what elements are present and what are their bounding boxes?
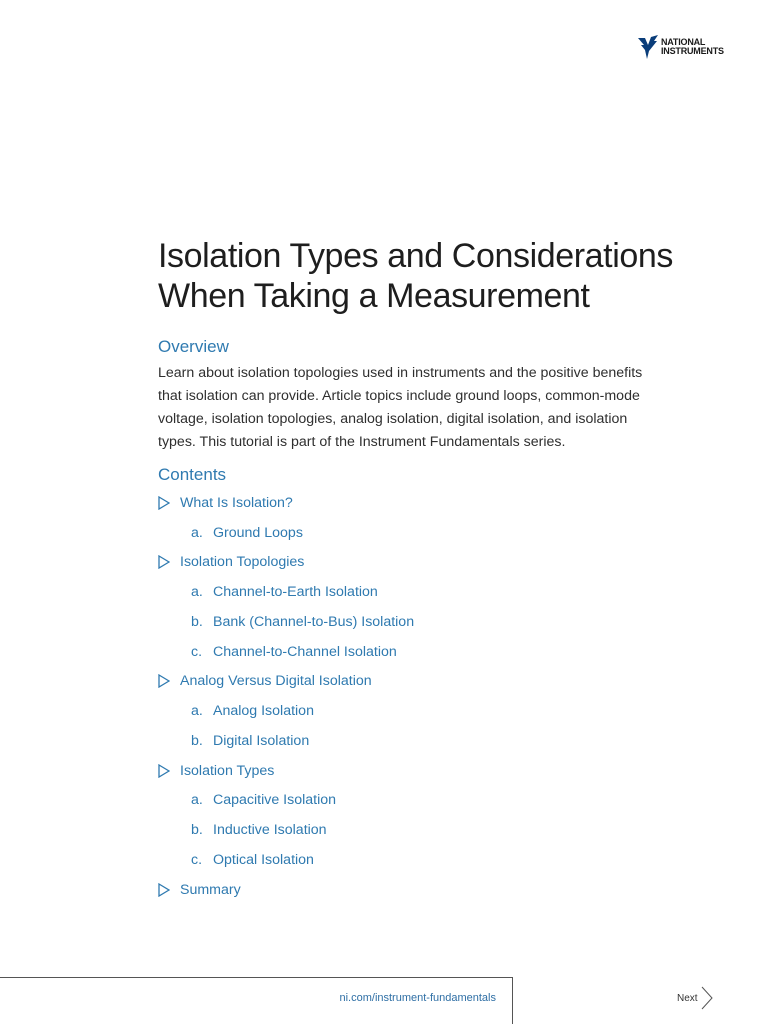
national-instruments-logo	[638, 32, 738, 62]
toc-item-label: Isolation Topologies	[180, 554, 305, 570]
toc-subitem-letter: a.	[191, 584, 203, 600]
title-line-2: When Taking a Measurement	[158, 277, 590, 315]
toc-subitem-inductive-isolation[interactable]	[191, 817, 327, 843]
overview-line: voltage, isolation topologies, analog isolation, digital isolation, and isolation	[158, 411, 628, 427]
toc-subitem-letter: b.	[191, 733, 203, 749]
toc-subitem-capacitive-isolation[interactable]	[191, 787, 336, 813]
toc-subitem-bank-isolation[interactable]	[191, 609, 414, 635]
overview-line: that isolation can provide. Article topics include ground loops, common-mode	[158, 388, 640, 404]
toc-item-summary[interactable]	[158, 877, 241, 903]
toc-item-label: What Is Isolation?	[180, 495, 293, 511]
toc-subitem-letter: c.	[191, 644, 203, 660]
triangle-right-icon	[158, 764, 170, 778]
triangle-right-icon	[158, 883, 170, 897]
toc-subitem-label: Analog Isolation	[213, 703, 314, 719]
chevron-right-icon	[701, 986, 713, 1010]
toc-item-label: Isolation Types	[180, 763, 275, 779]
overview-line: types. This tutorial is part of the Instrument Fundamentals series.	[158, 434, 566, 450]
toc-item-isolation-topologies[interactable]	[158, 549, 304, 575]
toc-subitem-optical-isolation[interactable]	[191, 847, 314, 873]
logo-line-1: NATIONAL	[661, 37, 706, 47]
toc-subitem-label: Channel-to-Earth Isolation	[213, 584, 378, 600]
toc-item-label: Analog Versus Digital Isolation	[180, 673, 372, 689]
toc-subitem-letter: a.	[191, 703, 203, 719]
triangle-right-icon	[158, 496, 170, 510]
overview-paragraph	[158, 362, 698, 454]
toc-subitem-analog-isolation[interactable]	[191, 698, 314, 724]
ni-eagle-icon	[638, 35, 658, 59]
toc-subitem-letter: a.	[191, 792, 203, 808]
logo-line-2: INSTRUMENTS	[661, 46, 724, 56]
toc-subitem-letter: c.	[191, 852, 203, 868]
toc-item-what-is-isolation[interactable]	[158, 490, 293, 516]
triangle-right-icon	[158, 555, 170, 569]
toc-subitem-channel-to-channel[interactable]	[191, 639, 397, 665]
logo-wordmark	[661, 38, 724, 56]
triangle-right-icon	[158, 674, 170, 688]
title-line-1: Isolation Types and Considerations	[158, 237, 673, 275]
overview-heading: Overview	[158, 337, 229, 356]
toc-subitem-letter: b.	[191, 614, 203, 630]
toc-item-label: Summary	[180, 882, 241, 898]
toc-subitem-label: Inductive Isolation	[213, 822, 327, 838]
toc-subitem-channel-to-earth[interactable]	[191, 579, 378, 605]
toc-item-analog-vs-digital[interactable]	[158, 668, 372, 694]
toc-subitem-label: Channel-to-Channel Isolation	[213, 644, 397, 660]
toc-subitem-letter: b.	[191, 822, 203, 838]
toc-subitem-label: Ground Loops	[213, 525, 303, 541]
toc-item-isolation-types[interactable]	[158, 758, 274, 784]
next-label: Next	[677, 992, 698, 1004]
toc-subitem-label: Capacitive Isolation	[213, 792, 337, 808]
toc-subitem-digital-isolation[interactable]	[191, 728, 309, 754]
toc-subitem-ground-loops[interactable]	[191, 520, 303, 546]
contents-heading: Contents	[158, 465, 227, 484]
toc-subitem-label: Optical Isolation	[213, 852, 314, 868]
page-title	[158, 236, 718, 316]
toc-subitem-letter: a.	[191, 525, 203, 541]
footer-divider	[0, 977, 513, 978]
footer-divider-vertical	[512, 977, 513, 1024]
toc-subitem-label: Digital Isolation	[213, 733, 310, 749]
footer-url-link[interactable]: ni.com/instrument-fundamentals	[339, 992, 496, 1004]
next-page-button[interactable]	[677, 986, 713, 1010]
toc-subitem-label: Bank (Channel-to-Bus) Isolation	[213, 614, 415, 630]
overview-line: Learn about isolation topologies used in instruments and the positive benefits	[158, 365, 643, 381]
